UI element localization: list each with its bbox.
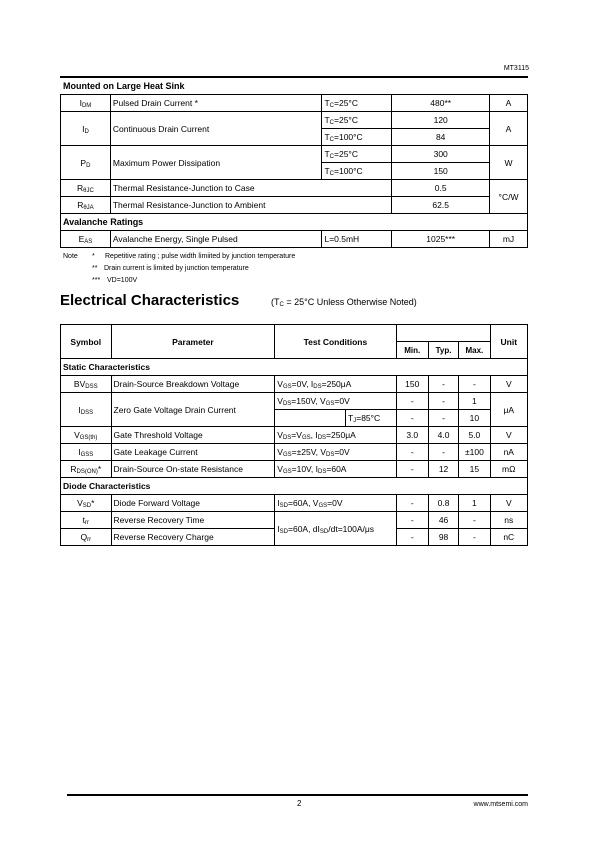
min: - bbox=[396, 512, 428, 529]
part-number: MT3115 bbox=[503, 65, 529, 72]
col-symbol: Symbol bbox=[61, 325, 112, 359]
unit: °C/W bbox=[490, 180, 528, 214]
unit: mJ bbox=[490, 231, 528, 248]
unit: μA bbox=[490, 393, 527, 427]
unit: V bbox=[490, 376, 527, 393]
value: 1025*** bbox=[392, 231, 490, 248]
max: 1 bbox=[459, 495, 490, 512]
max: - bbox=[459, 512, 490, 529]
test-cond: $V_{GS}=0V$, $I_{DS}=250\mu A$ bbox=[275, 376, 396, 393]
typ: - bbox=[428, 393, 458, 410]
param-max-power: Maximum Power Dissipation bbox=[110, 146, 322, 180]
typ: 12 bbox=[428, 461, 458, 478]
unit: W bbox=[490, 146, 528, 180]
min: - bbox=[396, 444, 428, 461]
test-cond: $V_{DS}=V_{GS}$, $I_{DS}=250\mu A$ bbox=[275, 427, 396, 444]
min: - bbox=[396, 410, 428, 427]
unit: nA bbox=[490, 444, 527, 461]
param: Reverse Recovery Time bbox=[111, 512, 275, 529]
col-max: Max. bbox=[459, 342, 490, 359]
header-rule bbox=[60, 76, 528, 78]
test-cond: $I_{SD}=60A$, $V_{GS}=0V$ bbox=[275, 495, 396, 512]
max: - bbox=[459, 529, 490, 546]
col-test-conditions: Test Conditions bbox=[275, 325, 396, 359]
symbol-trr: $t_{rr}$ bbox=[61, 512, 112, 529]
min: - bbox=[396, 495, 428, 512]
col-values-spacer bbox=[396, 325, 490, 342]
min: 3.0 bbox=[396, 427, 428, 444]
param-thermal-case: Thermal Resistance-Junction to Case bbox=[110, 180, 391, 197]
typ: 46 bbox=[428, 512, 458, 529]
unit: A bbox=[490, 95, 528, 112]
table-row bbox=[61, 95, 528, 112]
min: 150 bbox=[396, 376, 428, 393]
max: 15 bbox=[459, 461, 490, 478]
cond: $T_C=25^\circ C$ bbox=[322, 146, 392, 163]
absolute-ratings-table bbox=[60, 94, 528, 248]
max: 1 bbox=[459, 393, 490, 410]
test-cond: $V_{GS}=10V$, $I_{DS}=60A$ bbox=[275, 461, 396, 478]
table-row bbox=[61, 495, 528, 512]
typ: - bbox=[428, 410, 458, 427]
min: - bbox=[396, 393, 428, 410]
section-title-heat-sink: Mounted on Large Heat Sink bbox=[63, 81, 185, 91]
table-row bbox=[61, 359, 528, 376]
page-number: 2 bbox=[297, 799, 302, 808]
param: Drain-Source On-state Resistance bbox=[111, 461, 275, 478]
col-min: Min. bbox=[396, 342, 428, 359]
unit: ns bbox=[490, 512, 527, 529]
table-row bbox=[61, 427, 528, 444]
table-row bbox=[61, 112, 528, 129]
param: Diode Forward Voltage bbox=[111, 495, 275, 512]
symbol-rthja: $R_{\theta JA}$ bbox=[61, 197, 111, 214]
value: 120 bbox=[392, 112, 490, 129]
table-row bbox=[61, 512, 528, 529]
cond: $T_C=100^\circ C$ bbox=[322, 129, 392, 146]
symbol-qrr: $Q_{rr}$ bbox=[61, 529, 112, 546]
test-cond-blank bbox=[275, 410, 346, 427]
diode-title: Diode Characteristics bbox=[61, 478, 528, 495]
symbol-id: $I_D$ bbox=[61, 112, 111, 146]
typ: - bbox=[428, 444, 458, 461]
unit: V bbox=[490, 427, 527, 444]
value: 300 bbox=[392, 146, 490, 163]
max: ±100 bbox=[459, 444, 490, 461]
test-cond: $V_{DS}=150V$, $V_{GS}=0V$ bbox=[275, 393, 396, 410]
table-row bbox=[61, 146, 528, 163]
table-row bbox=[61, 461, 528, 478]
symbol-idss: $I_{DSS}$ bbox=[61, 393, 112, 427]
header-row bbox=[61, 325, 528, 342]
typ: 98 bbox=[428, 529, 458, 546]
typ: 0.8 bbox=[428, 495, 458, 512]
test-cond: $I_{SD}=60A$, $dI_{SD}/dt=100A/\mu s$ bbox=[275, 512, 396, 546]
table-row bbox=[61, 214, 528, 231]
min: - bbox=[396, 461, 428, 478]
table-row bbox=[61, 231, 528, 248]
cond: L=0.5mH bbox=[322, 231, 392, 248]
param: Gate Leakage Current bbox=[111, 444, 275, 461]
table-row bbox=[61, 197, 528, 214]
symbol-idm: $I_{DM}$ bbox=[61, 95, 111, 112]
symbol-rdson: $R_{DS(ON)}*$ bbox=[61, 461, 112, 478]
value: 0.5 bbox=[392, 180, 490, 197]
min: - bbox=[396, 529, 428, 546]
note-mark: *** bbox=[92, 277, 101, 284]
cond: $T_C=25^\circ C$ bbox=[322, 112, 392, 129]
electrical-characteristics-table bbox=[60, 324, 528, 546]
test-condition-note: ($T_C = 25^\circ C$ Unless Otherwise Noted) bbox=[271, 297, 417, 308]
value: 480** bbox=[392, 95, 490, 112]
unit: V bbox=[490, 495, 527, 512]
unit: A bbox=[490, 112, 528, 146]
avalanche-title: Avalanche Ratings bbox=[61, 214, 528, 231]
test-cond: $V_{GS}=\pm 25V$, $V_{DS}=0V$ bbox=[275, 444, 396, 461]
note-text: Drain current is limited by junction temperature bbox=[104, 265, 249, 272]
table-row bbox=[61, 180, 528, 197]
note-mark: ** bbox=[92, 265, 98, 272]
param-continuous-drain-current: Continuous Drain Current bbox=[110, 112, 322, 146]
section-title-electrical: Electrical Characteristics bbox=[60, 292, 240, 309]
table-row bbox=[61, 444, 528, 461]
symbol-eas: $E_{AS}$ bbox=[61, 231, 111, 248]
typ: 4.0 bbox=[428, 427, 458, 444]
table-row bbox=[61, 393, 528, 410]
param-thermal-ambient: Thermal Resistance-Junction to Ambient bbox=[110, 197, 391, 214]
col-unit: Unit bbox=[490, 325, 527, 359]
max: 5.0 bbox=[459, 427, 490, 444]
param: Gate Threshold Voltage bbox=[111, 427, 275, 444]
col-typ: Typ. bbox=[428, 342, 458, 359]
unit: mΩ bbox=[490, 461, 527, 478]
notes bbox=[63, 251, 295, 287]
symbol-bvdss: $BV_{DSS}$ bbox=[61, 376, 112, 393]
note-label: Note bbox=[63, 253, 78, 260]
table-row bbox=[61, 376, 528, 393]
typ: - bbox=[428, 376, 458, 393]
static-title: Static Characteristics bbox=[61, 359, 528, 376]
param: Reverse Recovery Charge bbox=[111, 529, 275, 546]
value: 84 bbox=[392, 129, 490, 146]
symbol-igss: $I_{GSS}$ bbox=[61, 444, 112, 461]
symbol-rthjc: $R_{\theta JC}$ bbox=[61, 180, 111, 197]
param: Zero Gate Voltage Drain Current bbox=[111, 393, 275, 427]
col-parameter: Parameter bbox=[111, 325, 275, 359]
symbol-vgsth: $V_{GS(th)}$ bbox=[61, 427, 112, 444]
unit: nC bbox=[490, 529, 527, 546]
param-avalanche-energy: Avalanche Energy, Single Pulsed bbox=[110, 231, 322, 248]
param: Drain-Source Breakdown Voltage bbox=[111, 376, 275, 393]
max: 10 bbox=[459, 410, 490, 427]
value: 150 bbox=[392, 163, 490, 180]
table-row bbox=[61, 478, 528, 495]
cond: $T_C=25^\circ C$ bbox=[322, 95, 392, 112]
max: - bbox=[459, 376, 490, 393]
test-cond-tj: $T_J=85^\circ C$ bbox=[346, 410, 397, 427]
value: 62.5 bbox=[392, 197, 490, 214]
param-pulsed-drain-current: Pulsed Drain Current * bbox=[110, 95, 322, 112]
cond: $T_C=100^\circ C$ bbox=[322, 163, 392, 180]
symbol-pd: $P_D$ bbox=[61, 146, 111, 180]
symbol-vsd: $V_{SD}*$ bbox=[61, 495, 112, 512]
note-text: VD=100V bbox=[107, 277, 138, 284]
note-mark: * bbox=[92, 253, 95, 260]
website-link[interactable]: www.mtsemi.com bbox=[473, 801, 528, 808]
footer-rule bbox=[67, 794, 528, 796]
note-text: Repetitive rating ; pulse width limiited by junction temperature bbox=[105, 253, 296, 260]
